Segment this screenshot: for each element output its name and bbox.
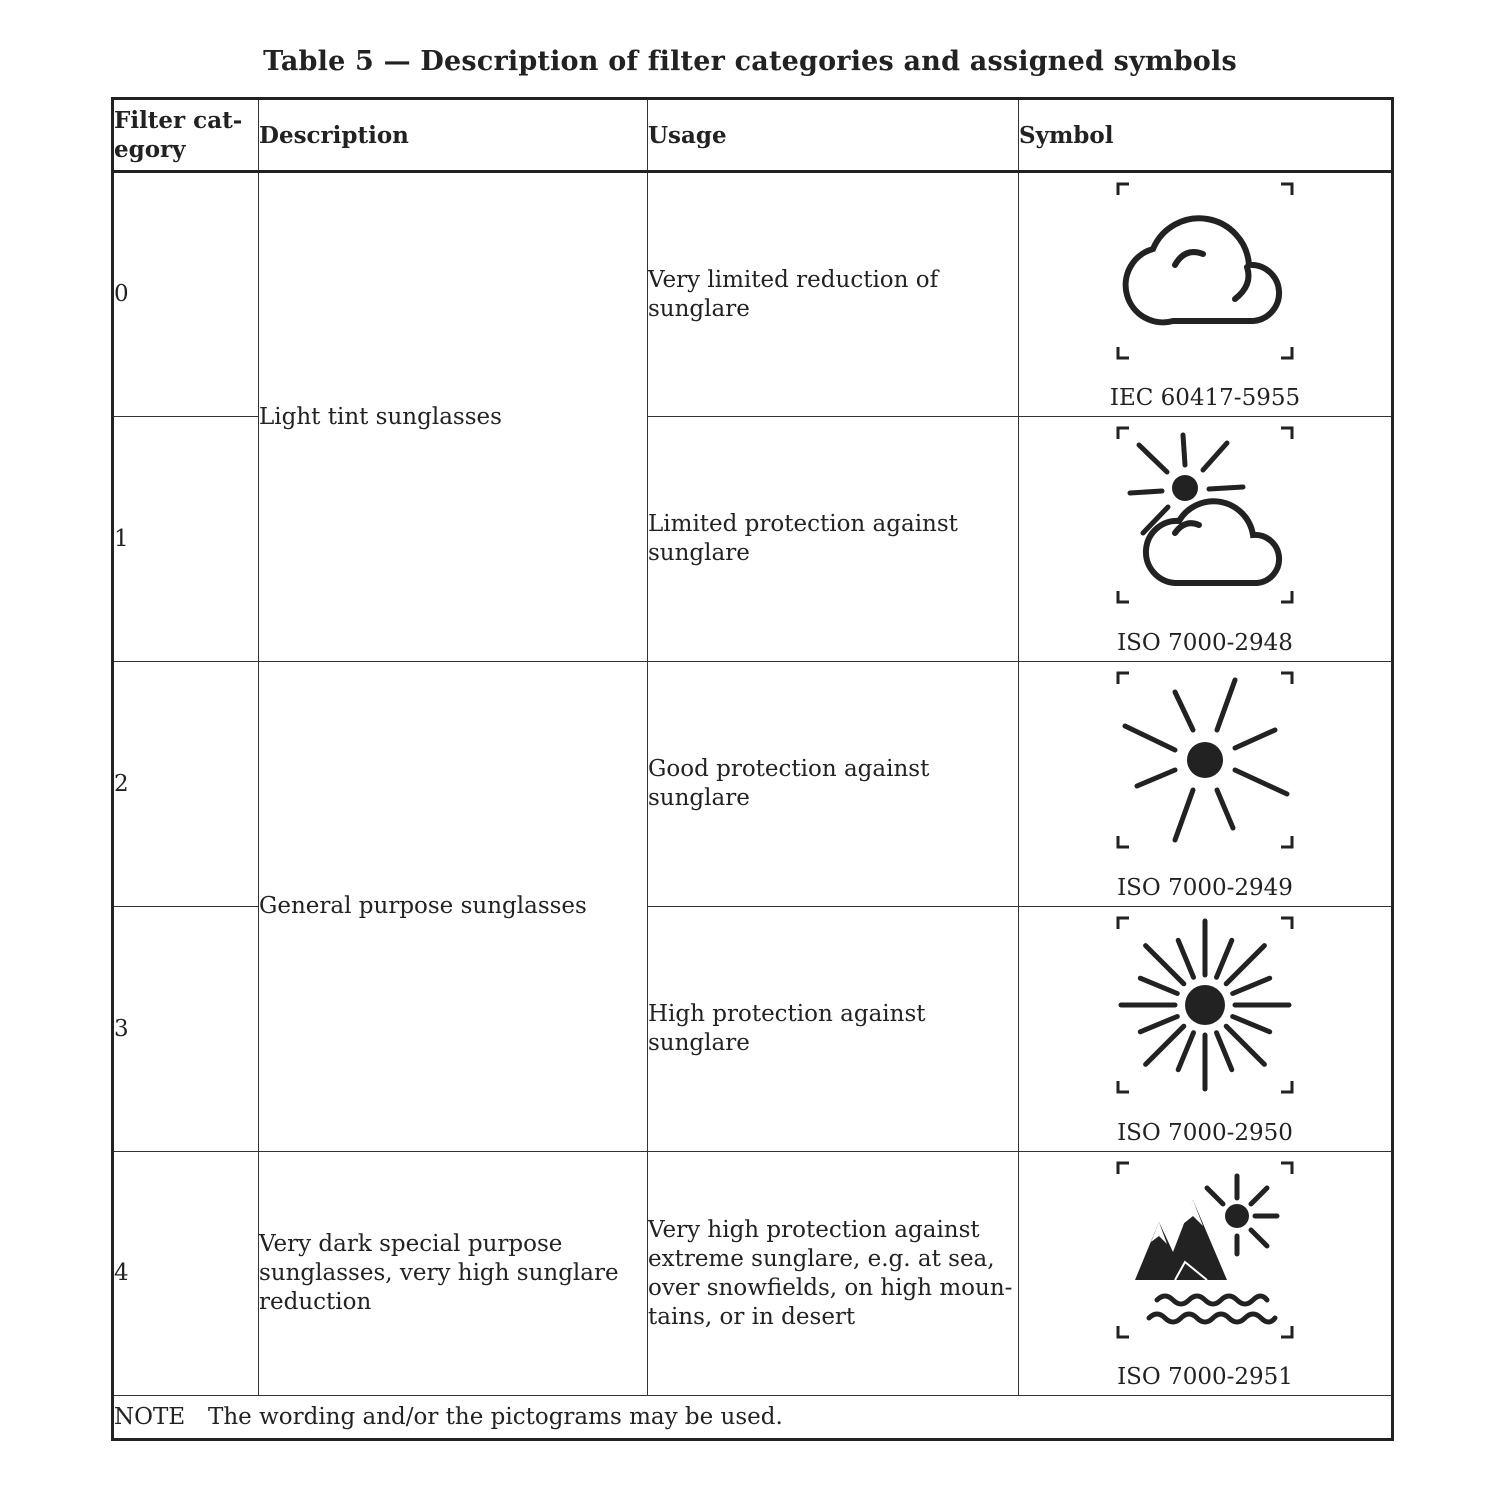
sun-ray bbox=[1217, 1033, 1232, 1070]
header-description: Description bbox=[259, 99, 648, 172]
sun-ray bbox=[1226, 946, 1264, 984]
sun-ray bbox=[1140, 1017, 1177, 1032]
category-cell: 1 bbox=[113, 417, 259, 662]
header-symbol: Symbol bbox=[1019, 99, 1393, 172]
sun-ray bbox=[1233, 1017, 1270, 1032]
symbol-code: IEC 60417-5955 bbox=[1109, 385, 1301, 411]
symbol-code: ISO 7000-2951 bbox=[1117, 1364, 1293, 1390]
table-row bbox=[113, 1152, 1393, 1396]
usage-cell: High protection against sunglare bbox=[648, 907, 1019, 1152]
sun-ray bbox=[1146, 946, 1184, 984]
sun-icon bbox=[1115, 670, 1295, 850]
note-row bbox=[113, 1396, 1393, 1440]
sun-ray bbox=[1178, 940, 1193, 977]
header-usage: Usage bbox=[648, 99, 1019, 172]
filter-categories-table bbox=[111, 97, 1394, 1441]
sun-ray bbox=[1146, 1026, 1184, 1064]
category-cell: 0 bbox=[113, 172, 259, 417]
symbol-cell bbox=[1019, 1152, 1393, 1396]
sun-ray bbox=[1233, 978, 1270, 993]
category-cell: 4 bbox=[113, 1152, 259, 1396]
mountain-sea-sun-icon bbox=[1115, 1160, 1295, 1340]
usage-cell: Very limited reduction of sunglare bbox=[648, 172, 1019, 417]
sun-behind-cloud-icon bbox=[1115, 425, 1295, 605]
table-title: Table 5 — Description of filter categories and assigned symbols bbox=[263, 46, 1237, 77]
cloud-icon bbox=[1115, 181, 1295, 361]
symbol-cell bbox=[1019, 662, 1393, 907]
sun-ray bbox=[1226, 1026, 1264, 1064]
symbol-code: ISO 7000-2948 bbox=[1117, 630, 1293, 656]
header-row bbox=[113, 99, 1393, 172]
usage-cell: Limited protection against sunglare bbox=[648, 417, 1019, 662]
bright-sun-icon bbox=[1115, 915, 1295, 1095]
category-cell: 3 bbox=[113, 907, 259, 1152]
symbol-code: ISO 7000-2949 bbox=[1117, 875, 1293, 901]
symbol-cell bbox=[1019, 907, 1393, 1152]
symbol-cell bbox=[1019, 172, 1393, 417]
description-cell: Light tint sunglasses bbox=[259, 172, 648, 662]
category-cell: 2 bbox=[113, 662, 259, 907]
note-text: The wording and/or the pictograms may be used. bbox=[208, 1403, 783, 1430]
sun-ray bbox=[1140, 978, 1177, 993]
note-label: NOTE bbox=[114, 1403, 186, 1430]
sun-ray bbox=[1178, 1033, 1193, 1070]
table-row bbox=[113, 172, 1393, 417]
usage-cell: Very high protection against extreme sunglare, e.g. at sea, over snowfields, on high moun-tains, or in desert bbox=[648, 1152, 1019, 1396]
description-cell: General purpose sunglasses bbox=[259, 662, 648, 1152]
description-cell: Very dark special purpose sunglasses, very high sunglare reduction bbox=[259, 1152, 648, 1396]
symbol-cell bbox=[1019, 417, 1393, 662]
sun-ray bbox=[1217, 940, 1232, 977]
usage-cell: Good protection against sunglare bbox=[648, 662, 1019, 907]
symbol-code: ISO 7000-2950 bbox=[1117, 1120, 1293, 1146]
header-filter-category: Filter cat-egory bbox=[113, 99, 259, 172]
table-row bbox=[113, 662, 1393, 907]
note-cell bbox=[113, 1396, 1393, 1440]
